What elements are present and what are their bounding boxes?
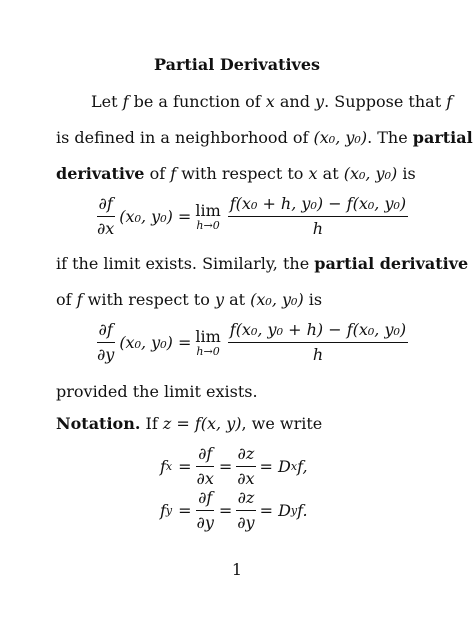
math-x: x xyxy=(265,92,275,111)
fraction xyxy=(195,444,216,489)
lim-sub: h→0 xyxy=(196,344,220,358)
page-title: Partial Derivatives xyxy=(153,55,321,74)
paragraph-1-line-3 xyxy=(56,164,416,184)
equals: = xyxy=(218,501,233,520)
math-point: (x₀, y₀) xyxy=(343,164,398,183)
equation-partial-x xyxy=(92,194,411,239)
text: of xyxy=(56,290,77,309)
fraction xyxy=(235,488,256,533)
args: (x₀, y₀) = xyxy=(119,207,192,226)
math-z-def: z = f(x, y) xyxy=(162,414,242,433)
text: . The xyxy=(367,128,413,147)
numerator: ∂z xyxy=(236,488,257,511)
notation-equation-x xyxy=(160,444,308,489)
numerator: f(x₀, y₀ + h) − f(x₀, y₀) xyxy=(228,320,408,343)
denominator: h xyxy=(312,219,324,238)
denominator: ∂x xyxy=(196,469,214,488)
notation-label: Notation. xyxy=(56,414,141,433)
fraction xyxy=(228,194,408,239)
f-symbol: f, xyxy=(297,457,308,476)
text: and xyxy=(274,92,316,111)
numerator: ∂f xyxy=(196,444,214,467)
text: . Suppose that xyxy=(324,92,447,111)
equals: = xyxy=(178,457,192,476)
math-f: f xyxy=(170,164,177,183)
paragraph-2-line-2 xyxy=(56,290,322,310)
lim-sub: h→0 xyxy=(196,218,220,232)
subscript: x xyxy=(165,460,173,473)
d-operator: = D xyxy=(259,457,291,476)
math-f: f xyxy=(76,290,83,309)
equation-partial-y xyxy=(92,320,411,365)
denominator: ∂x xyxy=(97,219,115,238)
lim-text: lim xyxy=(195,200,221,220)
limit xyxy=(195,202,220,232)
bold-term: partial derivative xyxy=(314,254,469,273)
equals: = xyxy=(218,457,233,476)
denominator: ∂y xyxy=(97,345,115,364)
f-symbol: f. xyxy=(297,501,308,520)
fraction xyxy=(95,194,116,239)
math-f: f xyxy=(122,92,129,111)
math-point: (x₀, y₀) xyxy=(250,290,304,309)
denominator: ∂x xyxy=(237,469,255,488)
subscript: y xyxy=(290,504,298,517)
lim-text: lim xyxy=(195,326,221,346)
denominator: h xyxy=(312,345,324,364)
text: is defined in a neighborhood of xyxy=(56,128,314,147)
d-operator: = D xyxy=(259,501,291,520)
subscript: x xyxy=(290,460,298,473)
text: with respect to xyxy=(82,290,215,309)
text: is xyxy=(303,290,323,309)
math-y: y xyxy=(214,290,224,309)
denominator: ∂y xyxy=(196,513,214,532)
text: , we write xyxy=(241,414,323,433)
paragraph-3: provided the limit exists. xyxy=(56,382,258,401)
math-point: (x₀, y₀) xyxy=(313,128,368,147)
fraction xyxy=(95,320,116,365)
math-x: x xyxy=(308,164,318,183)
bold-term: partial xyxy=(412,128,473,147)
math-f: f xyxy=(446,92,453,111)
f-symbol: f xyxy=(160,457,166,476)
page-number: 1 xyxy=(231,560,243,579)
text: if the limit exists. Similarly, the xyxy=(56,254,315,273)
text: with respect to xyxy=(176,164,309,183)
text: be a function of xyxy=(128,92,266,111)
numerator: ∂f xyxy=(196,488,214,511)
paragraph-2-line-1 xyxy=(56,254,468,274)
math-y: y xyxy=(315,92,325,111)
text: Let xyxy=(91,92,123,111)
bold-term: derivative xyxy=(56,164,145,183)
numerator: ∂f xyxy=(97,320,115,343)
subscript: y xyxy=(165,504,173,517)
paragraph-1-line-1 xyxy=(91,92,452,112)
text: at xyxy=(317,164,344,183)
notation-equation-y xyxy=(160,488,308,533)
fraction xyxy=(235,444,256,489)
notation-line xyxy=(56,414,322,434)
paragraph-1-line-2 xyxy=(56,128,473,148)
equals: = xyxy=(178,501,192,520)
numerator: ∂f xyxy=(97,194,115,217)
f-symbol: f xyxy=(160,501,166,520)
limit xyxy=(195,328,220,358)
fraction xyxy=(195,488,216,533)
denominator: ∂y xyxy=(237,513,255,532)
text: of xyxy=(144,164,171,183)
fraction xyxy=(228,320,408,365)
text: If xyxy=(140,414,163,433)
text: is xyxy=(397,164,416,183)
numerator: ∂z xyxy=(236,444,257,467)
text: at xyxy=(224,290,251,309)
args: (x₀, y₀) = xyxy=(119,333,192,352)
numerator: f(x₀ + h, y₀) − f(x₀, y₀) xyxy=(228,194,408,217)
